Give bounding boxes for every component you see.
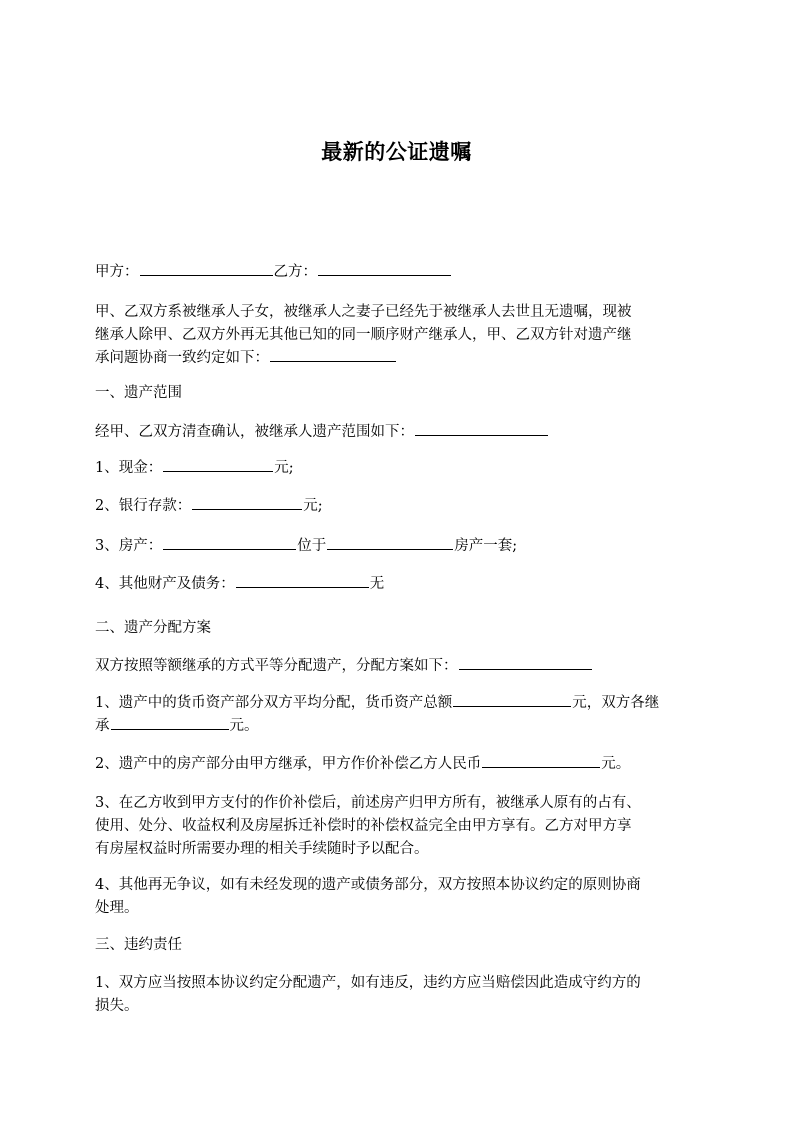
intro-line-1: 甲、乙双方系被继承人子女，被继承人之妻子已经先于被继承人去世且无遗嘱，现被 [95, 304, 632, 320]
item1-part2: 元，双方各继 [572, 695, 660, 711]
section2-item4-line1: 4、其他再无争议，如有未经发现的遗产或债务部分，双方按照本协议约定的原则协商 [95, 877, 641, 893]
cash-blank [163, 456, 273, 472]
item2-blank [482, 752, 600, 768]
item1-each-blank [111, 714, 229, 730]
party-b-label: 乙方： [273, 264, 317, 280]
intro-line-2: 继承人除甲、乙双方外再无其他已知的同一顺序财产继承人，甲、乙双方针对遗产继 [95, 327, 632, 343]
house-unit: 房产一套; [454, 538, 518, 554]
bank-unit: 元; [303, 498, 323, 514]
house-label: 3、房产： [95, 538, 163, 554]
section2-plan [95, 654, 707, 678]
section1-heading: 一、遗产范围 [95, 385, 182, 401]
house-blank [163, 534, 296, 550]
item2-part2: 元。 [601, 756, 631, 772]
section1-house [95, 534, 707, 558]
section3-item1-line2: 损失。 [95, 998, 139, 1014]
document-title: 最新的公证遗嘱 [321, 140, 472, 164]
other-label: 4、其他财产及债务： [95, 576, 235, 592]
item1-total-blank [453, 691, 571, 707]
other-unit: 无 [369, 576, 385, 592]
item1-part1: 1、遗产中的货币资产部分双方平均分配，货币资产总额 [95, 695, 453, 711]
cash-label: 1、现金： [95, 460, 163, 476]
section2-item2 [95, 752, 707, 776]
intro-line-3-text: 承问题协商一致约定如下： [95, 350, 269, 366]
section1-confirm-blank [415, 420, 548, 436]
section2-item1-line2 [95, 714, 707, 738]
parties-line [95, 260, 707, 284]
bank-label: 2、银行存款： [95, 498, 192, 514]
house-location-blank [327, 534, 453, 550]
section2-item3-line2: 使用、处分、收益权利及房屋拆迁补偿时的补偿权益完全由甲方享有。乙方对甲方享 [95, 818, 632, 834]
cash-unit: 元; [274, 460, 294, 476]
section1-other [95, 572, 707, 596]
intro-blank [270, 346, 396, 362]
section2-item1-line1 [95, 691, 707, 715]
party-b-blank [318, 260, 451, 276]
section1-bank [95, 494, 707, 518]
section3-heading: 三、违约责任 [95, 937, 182, 953]
section2-item4-line2: 处理。 [95, 900, 139, 916]
bank-blank [192, 494, 302, 510]
house-located-label: 位于 [297, 538, 327, 554]
item1-part4: 元。 [229, 718, 259, 734]
section3-item1-line1: 1、双方应当按照本协议约定分配遗产，如有违反，违约方应当赔偿因此造成守约方的 [95, 975, 641, 991]
section1-cash [95, 456, 707, 480]
item2-part1: 2、遗产中的房产部分由甲方继承，甲方作价补偿乙方人民币 [95, 756, 482, 772]
intro-line-3 [95, 346, 707, 370]
section1-confirm [95, 420, 707, 444]
item1-part3: 承 [95, 718, 110, 734]
section1-confirm-text: 经甲、乙双方清查确认，被继承人遗产范围如下： [95, 424, 414, 440]
other-blank [236, 572, 369, 588]
section2-plan-text: 双方按照等额继承的方式平等分配遗产，分配方案如下： [95, 658, 458, 674]
section2-item3-line1: 3、在乙方收到甲方支付的作价补偿后，前述房产归甲方所有，被继承人原有的占有、 [95, 795, 641, 811]
party-a-label: 甲方： [95, 264, 139, 280]
section2-heading: 二、遗产分配方案 [95, 620, 211, 636]
section2-plan-blank [459, 654, 592, 670]
party-a-blank [140, 260, 273, 276]
section2-item3-line3: 有房屋权益时所需要办理的相关手续随时予以配合。 [95, 841, 429, 857]
